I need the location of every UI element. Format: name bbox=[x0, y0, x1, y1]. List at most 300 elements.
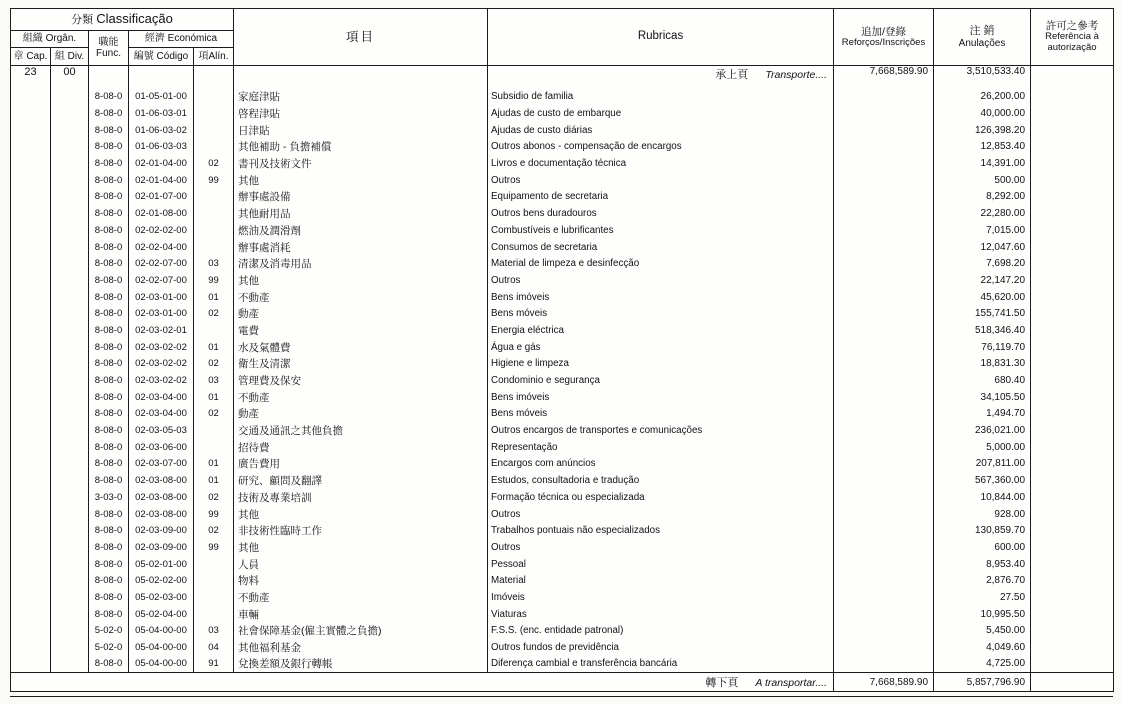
cap-cell bbox=[11, 572, 51, 589]
codigo-cell: 02-01-07-00 bbox=[129, 189, 194, 206]
alin-cell: 02 bbox=[194, 489, 234, 506]
header-referencia-pt2: autorização bbox=[1047, 42, 1097, 54]
reforcos-cell bbox=[834, 572, 934, 589]
ref-cell bbox=[1031, 456, 1114, 473]
cap-cell bbox=[11, 389, 51, 406]
codigo-cell: 02-01-08-00 bbox=[129, 205, 194, 222]
cap-cell bbox=[11, 89, 51, 106]
func-cell: 8-08-0 bbox=[89, 556, 129, 573]
div-cell bbox=[51, 639, 89, 656]
cap-cell bbox=[11, 656, 51, 673]
ref-cell bbox=[1031, 539, 1114, 556]
div-cell bbox=[51, 656, 89, 673]
item-zh-cell: 交通及通訊之其他負擔 bbox=[234, 422, 488, 439]
header-func-pt: Func. bbox=[95, 48, 121, 59]
header-item: 項目 bbox=[234, 9, 488, 66]
div-cell bbox=[51, 372, 89, 389]
ref-cell bbox=[1031, 305, 1114, 322]
alin-cell bbox=[194, 589, 234, 606]
anulacao-cell: 4,725.00 bbox=[934, 656, 1031, 673]
div-cell bbox=[51, 556, 89, 573]
item-zh-cell: 物料 bbox=[234, 572, 488, 589]
div-cell bbox=[51, 472, 89, 489]
ref-cell bbox=[1031, 139, 1114, 156]
reforcos-cell bbox=[834, 406, 934, 423]
anulacao-cell: 18,831.30 bbox=[934, 356, 1031, 373]
reforcos-cell bbox=[834, 239, 934, 256]
codigo-cell: 02-03-05-03 bbox=[129, 422, 194, 439]
alin-cell bbox=[194, 205, 234, 222]
header-anulacoes-pt: Anulações bbox=[958, 37, 1006, 49]
func-cell: 8-08-0 bbox=[89, 272, 129, 289]
reforcos-cell bbox=[834, 623, 934, 640]
cap-cell bbox=[11, 222, 51, 239]
anulacao-cell: 2,876.70 bbox=[934, 572, 1031, 589]
codigo-cell: 02-03-08-00 bbox=[129, 506, 194, 523]
reforcos-cell bbox=[834, 522, 934, 539]
alin-cell: 01 bbox=[194, 389, 234, 406]
codigo-cell: 02-03-08-00 bbox=[129, 489, 194, 506]
codigo-cell: 05-04-00-00 bbox=[129, 639, 194, 656]
rubrica-cell: Ajudas de custo de embarque bbox=[488, 105, 834, 122]
header-referencia-zh: 許可之參考 bbox=[1045, 20, 1099, 33]
ref-cell bbox=[1031, 89, 1114, 106]
bottom-double-rule bbox=[10, 692, 1113, 697]
ref-cell bbox=[1031, 239, 1114, 256]
cap-cell bbox=[11, 289, 51, 306]
ref-cell bbox=[1031, 222, 1114, 239]
alin-cell: 02 bbox=[194, 356, 234, 373]
ref-cell bbox=[1031, 189, 1114, 206]
codigo-cell: 02-03-02-01 bbox=[129, 322, 194, 339]
cap-cell bbox=[11, 272, 51, 289]
budget-row bbox=[11, 372, 1114, 389]
func-cell: 8-08-0 bbox=[89, 172, 129, 189]
anulacao-cell: 22,147.20 bbox=[934, 272, 1031, 289]
budget-row bbox=[11, 272, 1114, 289]
reforcos-cell: 7,668,589.90 bbox=[834, 66, 934, 89]
reforcos-cell bbox=[834, 89, 934, 106]
reforcos-cell bbox=[834, 606, 934, 623]
alin-cell bbox=[194, 105, 234, 122]
codigo-cell: 02-02-04-00 bbox=[129, 239, 194, 256]
reforcos-cell bbox=[834, 389, 934, 406]
cap-cell bbox=[11, 422, 51, 439]
item-zh-cell: 其他 bbox=[234, 272, 488, 289]
reforcos-cell bbox=[834, 639, 934, 656]
header-cap: 章 Cap. bbox=[11, 48, 51, 66]
rubrica-cell: Encargos com anúncios bbox=[488, 456, 834, 473]
rubrica-cell: Viaturas bbox=[488, 606, 834, 623]
codigo-cell: 02-02-07-00 bbox=[129, 255, 194, 272]
item-zh-cell: 廣告費用 bbox=[234, 456, 488, 473]
cap-cell bbox=[11, 205, 51, 222]
item-zh-cell: 非技術性臨時工作 bbox=[234, 522, 488, 539]
ref-cell bbox=[1031, 339, 1114, 356]
budget-row bbox=[11, 255, 1114, 272]
func-cell: 8-08-0 bbox=[89, 472, 129, 489]
alin-cell bbox=[194, 239, 234, 256]
div-cell bbox=[51, 239, 89, 256]
item-zh-cell: 其他 bbox=[234, 539, 488, 556]
budget-row bbox=[11, 222, 1114, 239]
ref-cell bbox=[1031, 439, 1114, 456]
anulacao-cell: 45,620.00 bbox=[934, 289, 1031, 306]
anulacao-cell: 236,021.00 bbox=[934, 422, 1031, 439]
func-cell bbox=[89, 66, 129, 89]
alin-cell: 91 bbox=[194, 656, 234, 673]
budget-row bbox=[11, 339, 1114, 356]
func-cell: 3-03-0 bbox=[89, 489, 129, 506]
func-cell: 8-08-0 bbox=[89, 255, 129, 272]
func-cell: 8-08-0 bbox=[89, 539, 129, 556]
item-zh-cell: 動產 bbox=[234, 305, 488, 322]
div-cell bbox=[51, 506, 89, 523]
div-cell bbox=[51, 122, 89, 139]
func-cell: 8-08-0 bbox=[89, 506, 129, 523]
alin-cell: 01 bbox=[194, 289, 234, 306]
budget-row bbox=[11, 589, 1114, 606]
func-cell: 8-08-0 bbox=[89, 155, 129, 172]
rubrica-cell: Bens móveis bbox=[488, 305, 834, 322]
cap-cell bbox=[11, 239, 51, 256]
rubrica-cell: Outros bbox=[488, 539, 834, 556]
cap-cell bbox=[11, 356, 51, 373]
reforcos-cell bbox=[834, 656, 934, 673]
codigo-cell: 01-05-01-00 bbox=[129, 89, 194, 106]
codigo-cell: 02-02-07-00 bbox=[129, 272, 194, 289]
item-zh-cell: 不動產 bbox=[234, 389, 488, 406]
budget-table bbox=[10, 8, 1114, 692]
budget-row bbox=[11, 305, 1114, 322]
div-cell: 00 bbox=[51, 66, 89, 89]
alin-cell: 03 bbox=[194, 623, 234, 640]
rubrica-cell: Outros encargos de transportes e comunicações bbox=[488, 422, 834, 439]
codigo-cell: 02-03-06-00 bbox=[129, 439, 194, 456]
codigo-cell: 05-02-02-00 bbox=[129, 572, 194, 589]
ref-cell bbox=[1031, 572, 1114, 589]
header-organ: 組織 Orgân. bbox=[11, 31, 89, 48]
budget-row bbox=[11, 322, 1114, 339]
reforcos-cell bbox=[834, 139, 934, 156]
codigo-cell: 02-03-09-00 bbox=[129, 522, 194, 539]
reforcos-cell bbox=[834, 339, 934, 356]
budget-row bbox=[11, 172, 1114, 189]
item-zh-cell: 日津貼 bbox=[234, 122, 488, 139]
alin-cell: 01 bbox=[194, 472, 234, 489]
div-cell bbox=[51, 539, 89, 556]
anulacao-cell: 155,741.50 bbox=[934, 305, 1031, 322]
codigo-cell: 01-06-03-01 bbox=[129, 105, 194, 122]
rubrica-cell: Estudos, consultadoria e tradução bbox=[488, 472, 834, 489]
alin-cell: 99 bbox=[194, 506, 234, 523]
func-cell: 8-08-0 bbox=[89, 356, 129, 373]
reforcos-cell bbox=[834, 556, 934, 573]
ref-cell bbox=[1031, 406, 1114, 423]
reforcos-cell bbox=[834, 589, 934, 606]
div-cell bbox=[51, 489, 89, 506]
rubrica-cell: Outros bbox=[488, 506, 834, 523]
item-zh-cell: 兌換差額及銀行轉帳 bbox=[234, 656, 488, 673]
codigo-cell: 05-02-04-00 bbox=[129, 606, 194, 623]
reforcos-cell bbox=[834, 506, 934, 523]
func-cell: 8-08-0 bbox=[89, 656, 129, 673]
cap-cell bbox=[11, 556, 51, 573]
div-cell bbox=[51, 255, 89, 272]
codigo-cell: 02-03-04-00 bbox=[129, 406, 194, 423]
anulacao-cell: 680.40 bbox=[934, 372, 1031, 389]
reforcos-cell bbox=[834, 222, 934, 239]
item-zh-cell: 衛生及清潔 bbox=[234, 356, 488, 373]
cap-cell bbox=[11, 406, 51, 423]
div-cell bbox=[51, 356, 89, 373]
reforcos-cell bbox=[834, 172, 934, 189]
item-zh-cell: 招待費 bbox=[234, 439, 488, 456]
total-reforcos-cell: 7,668,589.90 bbox=[834, 673, 934, 692]
ref-cell bbox=[1031, 155, 1114, 172]
alin-cell bbox=[194, 89, 234, 106]
anulacao-cell: 5,000.00 bbox=[934, 439, 1031, 456]
alin-cell bbox=[194, 66, 234, 89]
div-cell bbox=[51, 522, 89, 539]
div-cell bbox=[51, 172, 89, 189]
codigo-cell: 05-04-00-00 bbox=[129, 656, 194, 673]
item-zh-cell: 車輛 bbox=[234, 606, 488, 623]
div-cell bbox=[51, 139, 89, 156]
div-cell bbox=[51, 389, 89, 406]
budget-row bbox=[11, 522, 1114, 539]
header-economica: 經濟 Económica bbox=[129, 31, 234, 48]
header-alin: 項Alín. bbox=[194, 48, 234, 66]
codigo-cell: 02-03-09-00 bbox=[129, 539, 194, 556]
budget-row bbox=[11, 623, 1114, 640]
div-cell bbox=[51, 155, 89, 172]
alin-cell bbox=[194, 572, 234, 589]
cap-cell: 23 bbox=[11, 66, 51, 89]
rubrica-cell: Ajudas de custo diárias bbox=[488, 122, 834, 139]
cap-cell bbox=[11, 189, 51, 206]
anulacoes-cell: 3,510,533.40 bbox=[934, 66, 1031, 89]
cap-cell bbox=[11, 539, 51, 556]
transportar-row bbox=[11, 673, 1114, 692]
reforcos-cell bbox=[834, 105, 934, 122]
alin-cell: 02 bbox=[194, 155, 234, 172]
rubrica-cell: Equipamento de secretaria bbox=[488, 189, 834, 206]
budget-row bbox=[11, 422, 1114, 439]
func-cell: 8-08-0 bbox=[89, 205, 129, 222]
codigo-cell: 01-06-03-03 bbox=[129, 139, 194, 156]
transporte-label-cell bbox=[488, 66, 834, 89]
cap-cell bbox=[11, 322, 51, 339]
reforcos-cell bbox=[834, 205, 934, 222]
reforcos-cell bbox=[834, 305, 934, 322]
budget-sheet bbox=[10, 8, 1114, 697]
cap-cell bbox=[11, 589, 51, 606]
div-cell bbox=[51, 406, 89, 423]
alin-cell: 02 bbox=[194, 522, 234, 539]
header-rubricas: Rubricas bbox=[488, 9, 834, 66]
header-reforcos-pt: Reforços/Inscrições bbox=[841, 36, 926, 48]
cap-cell bbox=[11, 372, 51, 389]
ref-cell bbox=[1031, 205, 1114, 222]
budget-row bbox=[11, 539, 1114, 556]
anulacao-cell: 130,859.70 bbox=[934, 522, 1031, 539]
alin-cell bbox=[194, 222, 234, 239]
anulacao-cell: 207,811.00 bbox=[934, 456, 1031, 473]
rubrica-cell: Diferença cambial e transferência bancária bbox=[488, 656, 834, 673]
alin-cell bbox=[194, 322, 234, 339]
alin-cell: 04 bbox=[194, 639, 234, 656]
anulacao-cell: 4,049.60 bbox=[934, 639, 1031, 656]
div-cell bbox=[51, 289, 89, 306]
budget-row bbox=[11, 239, 1114, 256]
codigo-cell: 05-04-00-00 bbox=[129, 623, 194, 640]
item-zh-cell: 其他福利基金 bbox=[234, 639, 488, 656]
cap-cell bbox=[11, 639, 51, 656]
item-zh-cell: 家庭津貼 bbox=[234, 89, 488, 106]
cap-cell bbox=[11, 155, 51, 172]
header-referencia-pt1: Referência à bbox=[1045, 31, 1099, 43]
budget-row bbox=[11, 489, 1114, 506]
anulacao-cell: 567,360.00 bbox=[934, 472, 1031, 489]
alin-cell: 01 bbox=[194, 456, 234, 473]
budget-row bbox=[11, 556, 1114, 573]
cap-cell bbox=[11, 522, 51, 539]
codigo-cell: 02-03-07-00 bbox=[129, 456, 194, 473]
classificacao-zh: 分類 bbox=[71, 14, 94, 27]
total-anulacoes-cell: 5,857,796.90 bbox=[934, 673, 1031, 692]
item-zh-cell: 其他 bbox=[234, 506, 488, 523]
anulacao-cell: 10,995.50 bbox=[934, 606, 1031, 623]
ref-cell bbox=[1031, 589, 1114, 606]
ref-cell bbox=[1031, 122, 1114, 139]
budget-row bbox=[11, 105, 1114, 122]
cap-cell bbox=[11, 105, 51, 122]
div-cell bbox=[51, 439, 89, 456]
alin-cell bbox=[194, 122, 234, 139]
func-cell: 8-08-0 bbox=[89, 589, 129, 606]
func-cell: 8-08-0 bbox=[89, 389, 129, 406]
cap-cell bbox=[11, 255, 51, 272]
div-cell bbox=[51, 422, 89, 439]
rubrica-cell: Outros bbox=[488, 272, 834, 289]
item-zh-cell: 動產 bbox=[234, 406, 488, 423]
func-cell: 8-08-0 bbox=[89, 105, 129, 122]
alin-cell: 01 bbox=[194, 339, 234, 356]
item-zh-cell: 水及氣體費 bbox=[234, 339, 488, 356]
codigo-cell: 02-01-04-00 bbox=[129, 155, 194, 172]
item-zh-cell: 研究、顧問及翻譯 bbox=[234, 472, 488, 489]
codigo-cell: 02-03-04-00 bbox=[129, 389, 194, 406]
rubrica-cell: Trabalhos pontuais não especializados bbox=[488, 522, 834, 539]
item-zh-cell: 清潔及消毒用品 bbox=[234, 255, 488, 272]
func-cell: 8-08-0 bbox=[89, 406, 129, 423]
transporte-label-pt: Transporte.... bbox=[765, 69, 828, 81]
anulacao-cell: 12,853.40 bbox=[934, 139, 1031, 156]
alin-cell bbox=[194, 422, 234, 439]
anulacao-cell: 34,105.50 bbox=[934, 389, 1031, 406]
reforcos-cell bbox=[834, 155, 934, 172]
item-zh-cell: 書刊及技術文件 bbox=[234, 155, 488, 172]
codigo-cell: 05-02-01-00 bbox=[129, 556, 194, 573]
div-cell bbox=[51, 305, 89, 322]
div-cell bbox=[51, 205, 89, 222]
alin-cell: 99 bbox=[194, 272, 234, 289]
anulacao-cell: 10,844.00 bbox=[934, 489, 1031, 506]
func-cell: 8-08-0 bbox=[89, 289, 129, 306]
div-cell bbox=[51, 623, 89, 640]
budget-row bbox=[11, 472, 1114, 489]
ref-cell bbox=[1031, 522, 1114, 539]
cap-cell bbox=[11, 456, 51, 473]
header-reforcos bbox=[834, 9, 934, 66]
rubrica-cell: F.S.S. (enc. entidade patronal) bbox=[488, 623, 834, 640]
cap-cell bbox=[11, 122, 51, 139]
alin-cell bbox=[194, 606, 234, 623]
func-cell: 8-08-0 bbox=[89, 372, 129, 389]
ref-cell bbox=[1031, 272, 1114, 289]
rubrica-cell: Bens imóveis bbox=[488, 289, 834, 306]
rubrica-cell: Higiene e limpeza bbox=[488, 356, 834, 373]
reforcos-cell bbox=[834, 422, 934, 439]
ref-cell bbox=[1031, 489, 1114, 506]
item-zh-cell: 辦事處設備 bbox=[234, 189, 488, 206]
func-cell: 8-08-0 bbox=[89, 89, 129, 106]
header-div: 組 Div. bbox=[51, 48, 89, 66]
anulacao-cell: 7,015.00 bbox=[934, 222, 1031, 239]
cap-cell bbox=[11, 472, 51, 489]
anulacao-cell: 40,000.00 bbox=[934, 105, 1031, 122]
cap-cell bbox=[11, 489, 51, 506]
reforcos-cell bbox=[834, 539, 934, 556]
anulacao-cell: 600.00 bbox=[934, 539, 1031, 556]
func-cell: 8-08-0 bbox=[89, 339, 129, 356]
ref-cell bbox=[1031, 255, 1114, 272]
div-cell bbox=[51, 89, 89, 106]
ref-cell bbox=[1031, 506, 1114, 523]
rubrica-cell: Formação técnica ou especializada bbox=[488, 489, 834, 506]
func-cell: 8-08-0 bbox=[89, 239, 129, 256]
ref-cell bbox=[1031, 372, 1114, 389]
alin-cell bbox=[194, 439, 234, 456]
rubrica-cell: Consumos de secretaria bbox=[488, 239, 834, 256]
anulacao-cell: 126,398.20 bbox=[934, 122, 1031, 139]
func-cell: 8-08-0 bbox=[89, 422, 129, 439]
anulacao-cell: 928.00 bbox=[934, 506, 1031, 523]
budget-row bbox=[11, 89, 1114, 106]
func-cell: 8-08-0 bbox=[89, 606, 129, 623]
item-zh-cell: 辦事處消耗 bbox=[234, 239, 488, 256]
budget-row bbox=[11, 356, 1114, 373]
budget-row bbox=[11, 189, 1114, 206]
item-zh-cell: 燃油及潤滑劑 bbox=[234, 222, 488, 239]
header-func bbox=[89, 31, 129, 66]
func-cell: 8-08-0 bbox=[89, 189, 129, 206]
ref-cell bbox=[1031, 422, 1114, 439]
reforcos-cell bbox=[834, 189, 934, 206]
ref-cell bbox=[1031, 623, 1114, 640]
cap-cell bbox=[11, 623, 51, 640]
header-func-zh: 職能 bbox=[98, 36, 119, 48]
budget-row bbox=[11, 506, 1114, 523]
header-anulacoes-zh: 注 銷 bbox=[969, 24, 995, 37]
reforcos-cell bbox=[834, 356, 934, 373]
codigo-cell: 02-03-02-02 bbox=[129, 339, 194, 356]
transportar-label-cell bbox=[11, 673, 834, 692]
codigo-cell: 02-03-02-02 bbox=[129, 372, 194, 389]
referencia-cell bbox=[1031, 66, 1114, 89]
alin-cell bbox=[194, 189, 234, 206]
